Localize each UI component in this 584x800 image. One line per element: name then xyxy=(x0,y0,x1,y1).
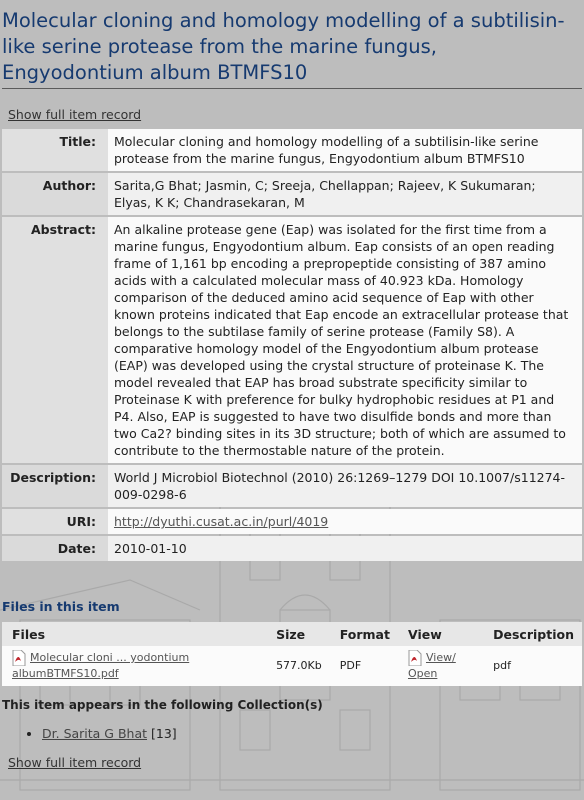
col-format: Format xyxy=(330,622,398,646)
files-table xyxy=(2,622,582,686)
view-open-link[interactable]: View/ Open xyxy=(407,651,456,680)
metadata-table xyxy=(2,127,582,563)
title-divider xyxy=(2,88,582,89)
metadata-row-abstract xyxy=(2,217,582,463)
files-heading: Files in this item xyxy=(2,599,120,614)
col-size: Size xyxy=(266,622,330,646)
collections-heading: This item appears in the following Collection(s) xyxy=(2,698,323,712)
description-value: World J Microbiol Biotechnol (2010) 26:1269–1279 DOI 10.1007/s11274-009-0298-6 xyxy=(108,465,582,507)
show-full-record-link-bottom[interactable]: Show full item record xyxy=(8,755,142,770)
collections-list xyxy=(0,726,584,741)
file-size: 577.0Kb xyxy=(266,646,330,686)
col-files: Files xyxy=(2,622,266,646)
file-format: PDF xyxy=(330,646,398,686)
uri-label: URI: xyxy=(2,509,108,534)
abstract-value: An alkaline protease gene (Eap) was isolated for the first time from a marine fungus, Engyodontium album. Eap consists of an open reading frame of 1,161 bp encoding a prepropeptide consisting of 387 amino acids with a calculated molecular mass of 40.923 kDa. Homology comparison of the deduced amino acid sequence of Eap with other known proteins indicated that Eap encode an extracellular protease that belongs to the subtilase family of serine protease (Family S8). A comparative homology model of the Engyodontium album protease (EAP) was developed using the crystal structure of proteinase K. The model revealed that EAP has broad substrate specificity similar to Proteinase K with preference for bulky hydrophobic residues at P1 and P4. Also, EAP is suggested to have two disulfide bonds and more than two Ca2? binding sites in its 3D structure; both of which are assumed to contribute to the thermostable nature of the protein. xyxy=(108,217,582,463)
file-download-link[interactable]: Molecular cloni ... yodontium albumBTMFS10.pdf xyxy=(12,651,190,680)
metadata-row-date xyxy=(2,536,582,561)
collection-count: [13] xyxy=(147,726,177,741)
abstract-label: Abstract: xyxy=(2,217,108,463)
metadata-row-author xyxy=(2,173,582,215)
table-row xyxy=(2,646,582,686)
files-header-row xyxy=(2,622,582,646)
author-value: Sarita,G Bhat; Jasmin, C; Sreeja, Chellappan; Rajeev, K Sukumaran; Elyas, K K; Chandrasekaran, M xyxy=(108,173,582,215)
page-title: Molecular cloning and homology modelling of a subtilisin-like serine protease from the marine fungus, Engyodontium album BTMFS10 xyxy=(2,9,565,84)
show-full-record-link[interactable]: Show full item record xyxy=(8,107,142,122)
pdf-icon xyxy=(12,650,26,666)
title-value: Molecular cloning and homology modelling of a subtilisin-like serine protease from the marine fungus, Engyodontium album BTMFS10 xyxy=(108,129,582,171)
col-view: View xyxy=(398,622,483,646)
list-item xyxy=(42,726,584,741)
uri-link[interactable]: http://dyuthi.cusat.ac.in/purl/4019 xyxy=(114,514,329,529)
col-description: Description xyxy=(483,622,582,646)
file-description: pdf xyxy=(483,646,582,686)
metadata-row-uri xyxy=(2,509,582,534)
metadata-row-title xyxy=(2,129,582,171)
collection-link[interactable]: Dr. Sarita G Bhat xyxy=(42,726,148,741)
description-label: Description: xyxy=(2,465,108,507)
author-label: Author: xyxy=(2,173,108,215)
date-label: Date: xyxy=(2,536,108,561)
title-label: Title: xyxy=(2,129,108,171)
pdf-icon xyxy=(408,650,422,666)
date-value: 2010-01-10 xyxy=(108,536,582,561)
metadata-row-description xyxy=(2,465,582,507)
